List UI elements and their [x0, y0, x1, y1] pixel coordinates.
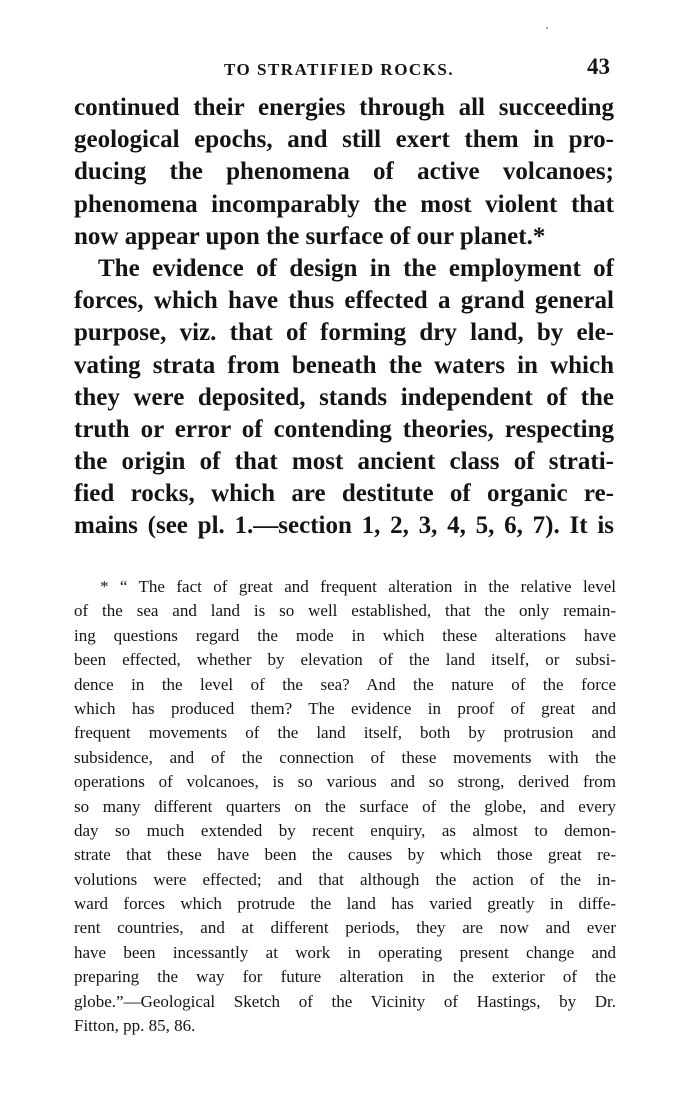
footnote-line: ward forces which protrude the land has varied greatly in diffe- — [74, 894, 616, 914]
footnote-line: Fitton, pp. 85, 86. — [74, 1016, 196, 1036]
page-number: 43 — [587, 54, 610, 79]
body-line: fied rocks, which are destitute of organic re- — [74, 480, 614, 508]
body-line: now appear upon the surface of our planet.* — [74, 222, 546, 250]
footnote-line: strate that these have been the causes by which those great re- — [74, 845, 616, 865]
footnote-line: subsidence, and of the connection of these movements with the — [74, 747, 616, 767]
footnote-line: so many different quarters on the surface of the globe, and every — [74, 796, 616, 816]
running-title: TO STRATIFIED ROCKS. — [224, 60, 455, 79]
footnote-line: * “ The fact of great and frequent alteration in the relative level — [100, 577, 616, 596]
body-line: mains (see pl. 1.—section 1, 2, 3, 4, 5, 6, 7). It is — [74, 512, 614, 540]
footnote-line: been effected, whether by elevation of the land itself, or subsi- — [74, 650, 616, 670]
body-line: truth or error of contending theories, respecting — [74, 415, 614, 443]
footnote — [74, 575, 616, 1038]
main-text — [74, 92, 614, 543]
footnote-line: volutions were effected; and that although the action of the in- — [74, 869, 616, 889]
body-line: they were deposited, stands independent of the — [74, 383, 614, 411]
body-line: vating strata from beneath the waters in which — [74, 351, 614, 379]
footnote-line: dence in the level of the sea? And the nature of the force — [74, 674, 616, 694]
paper-speck — [546, 27, 548, 29]
body-line: forces, which have thus effected a grand general — [74, 287, 614, 315]
footnote-line: which has produced them? The evidence in proof of great and — [74, 698, 616, 718]
body-line: ducing the phenomena of active volcanoes; — [74, 158, 614, 186]
footnote-line: frequent movements of the land itself, both by protrusion and — [74, 723, 616, 743]
footnote-line: day so much extended by recent enquiry, as almost to demon- — [74, 820, 616, 840]
footnote-line: ing questions regard the mode in which these alterations have — [74, 625, 616, 645]
footnote-line: globe.”—Geological Sketch of the Vicinity of Hastings, by Dr. — [74, 991, 616, 1011]
footnote-line: preparing the way for future alteration in the exterior of the — [74, 967, 616, 987]
running-head — [74, 56, 614, 84]
footnote-line: of the sea and land is so well established, that the only remain- — [74, 601, 616, 621]
body-line: continued their energies through all succeeding — [74, 94, 614, 121]
footnote-line: operations of volcanoes, is so various and so strong, derived from — [74, 772, 616, 792]
body-line: the origin of that most ancient class of strati- — [74, 448, 614, 476]
footnote-line: rent countries, and at different periods, they are now and ever — [74, 918, 616, 938]
body-line: The evidence of design in the employment of — [98, 254, 614, 282]
body-line: phenomena incomparably the most violent that — [74, 190, 614, 218]
footnote-line: have been incessantly at work in operating present change and — [74, 942, 616, 962]
body-line: geological epochs, and still exert them in pro- — [74, 126, 614, 154]
body-line: purpose, viz. that of forming dry land, by ele- — [74, 319, 614, 347]
